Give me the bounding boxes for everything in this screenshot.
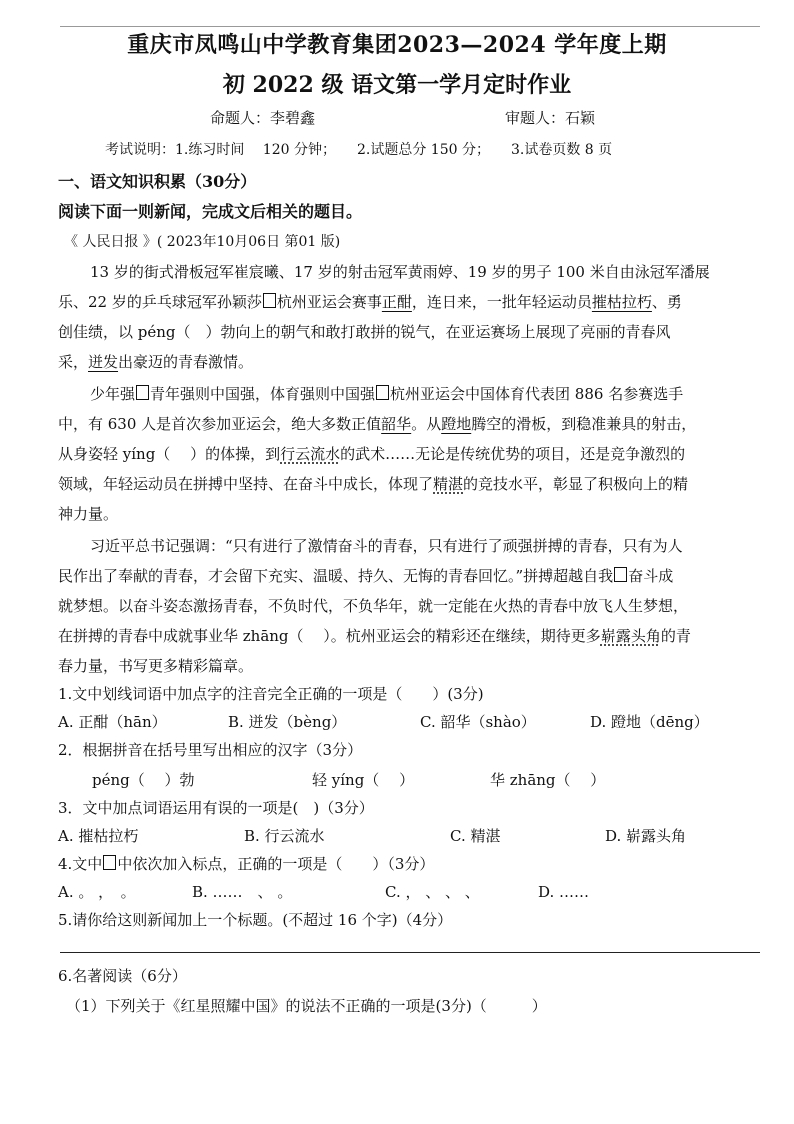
reading-instruction: 阅读下面一则新闻，完成文后相关的题目。 — [58, 202, 363, 221]
term-jingzhan: 精湛 — [433, 475, 464, 493]
exam-subtitle: 初 2022 级 语文第一学月定时作业 — [222, 72, 572, 98]
q2-blank-c: 华 zhāng（ ） — [490, 771, 606, 789]
top-divider — [60, 26, 760, 27]
blank-box — [614, 567, 627, 582]
news-line: 乐、22 岁的乒乓球冠军孙颖莎 杭州亚运会赛事正酣，连日来，一批年轻运动员摧枯拉朽、勇 — [58, 293, 682, 311]
term-dengdi: 蹬地 — [441, 415, 472, 433]
blank-box — [376, 385, 389, 400]
news-line: 少年强 青年强则中国强，体育强则中国强 杭州亚运会中国体育代表团 886 名参赛选手 — [90, 385, 684, 403]
q3-option-c: C. 精湛 — [450, 827, 501, 845]
q4-option-c: C. ， 、 、 、 — [385, 883, 480, 901]
term-bengfa: 迸发 — [88, 353, 119, 371]
q4-option-a: A. 。 ， 。 — [58, 883, 136, 901]
term-zhanlutoujiao: 崭露头角 — [600, 627, 661, 645]
news-line: 领域，年轻运动员在拼搏中坚持、在奋斗中成长，体现了精湛的竞技水平，彰显了积极向上的精 — [58, 475, 689, 493]
setter: 命题人：李碧鑫 — [210, 109, 316, 127]
news-line: 中，有 630 人是首次参加亚运会，绝大多数正值韶华。从蹬地腾空的滑板，到稳准兼具的射击， — [58, 415, 697, 433]
news-line: 采，迸发出豪迈的青春激情。 — [58, 353, 254, 371]
section-heading: 一、语文知识积累（30分） — [58, 172, 257, 191]
term-cuikulaxiu: 摧枯拉朽 — [591, 293, 652, 311]
q3-option-a: A. 摧枯拉朽 — [58, 827, 139, 845]
question-3: 3．文中加点词语运用有误的一项是( )（3分） — [58, 799, 374, 817]
news-line: 习近平总书记强调：“只有进行了激情奋斗的青春，只有进行了顽强拼搏的青春，只有为人 — [90, 537, 683, 555]
news-line: 在拼搏的青春中成就事业华 zhāng（ ）。杭州亚运会的精彩还在继续，期待更多崭露头角的青 — [58, 627, 691, 645]
q3-option-d: D. 崭露头角 — [605, 827, 687, 845]
question-1: 1.文中划线词语中加点字的注音完全正确的一项是（ ）(3分) — [58, 685, 484, 703]
reviewer: 审题人：石颖 — [505, 109, 596, 127]
news-line: 神力量。 — [58, 505, 119, 523]
q1-option-a: A. 正酣（hān） — [58, 713, 167, 731]
news-source: 《 人民日报 》( 2023年10月06日 第01 版) — [64, 234, 341, 250]
q4-option-d: D. …… — [538, 883, 590, 901]
question-6: 6.名著阅读（6分） — [58, 967, 187, 985]
news-line: 13 岁的街式滑板冠军崔宸曦、17 岁的射击冠军黄雨婷、19 岁的男子 100 米自由泳冠军潘展 — [90, 263, 710, 281]
question-4: 4.文中 中依次加入标点，正确的一项是（ ）（3分） — [58, 855, 435, 873]
news-line: 就梦想。以奋斗姿态激扬青春，不负时代，不负华年，就一定能在火热的青春中放飞人生梦想， — [58, 597, 689, 615]
question-2: 2．根据拼音在括号里写出相应的汉字（3分） — [58, 741, 363, 759]
exam-title: 重庆市凤鸣山中学教育集团2023—2024 学年度上期 — [127, 32, 667, 58]
news-line: 从身姿轻 yíng（ ）的体操，到行云流水的武术……无论是传统优势的项目，还是竞争激烈的 — [58, 445, 686, 463]
q1-option-b: B. 迸发（bèng） — [228, 713, 347, 731]
q2-blank-b: 轻 yíng（ ） — [312, 771, 415, 789]
q4-option-b: B. …… 、 。 — [192, 883, 293, 901]
news-line: 创佳绩，以 péng（ ）勃向上的朝气和敢打敢拼的锐气，在亚运赛场上展现了亮丽的青春风 — [58, 323, 671, 341]
q1-option-d: D. 蹬地（dēng） — [590, 713, 709, 731]
term-zhenghan: 正酣 — [381, 293, 412, 311]
news-line: 民作出了奉献的青春，才会留下充实、温暖、持久、无悔的青春回忆。”拼搏超越自我 奋斗成 — [58, 567, 674, 585]
term-xingyunliushui: 行云流水 — [280, 445, 341, 463]
q3-option-b: B. 行云流水 — [244, 827, 325, 845]
answer-line — [60, 952, 760, 953]
blank-box — [136, 385, 149, 400]
blank-box — [263, 293, 276, 308]
q1-option-c: C. 韶华（shào） — [420, 713, 536, 731]
news-line: 春力量，书写更多精彩篇章。 — [58, 657, 254, 675]
q2-blank-a: péng（ ）勃 — [92, 771, 195, 789]
question-5: 5.请你给这则新闻加上一个标题。(不超过 16 个字)（4分） — [58, 911, 453, 929]
term-shaohua: 韶华 — [381, 415, 412, 433]
blank-box — [103, 855, 116, 870]
exam-notes: 考试说明：1.练习时间 120 分钟； 2.试题总分 150 分； 3.试卷页数 8 页 — [105, 142, 613, 158]
question-6-1: （1）下列关于《红星照耀中国》的说法不正确的一项是(3分)（ ） — [66, 997, 547, 1015]
